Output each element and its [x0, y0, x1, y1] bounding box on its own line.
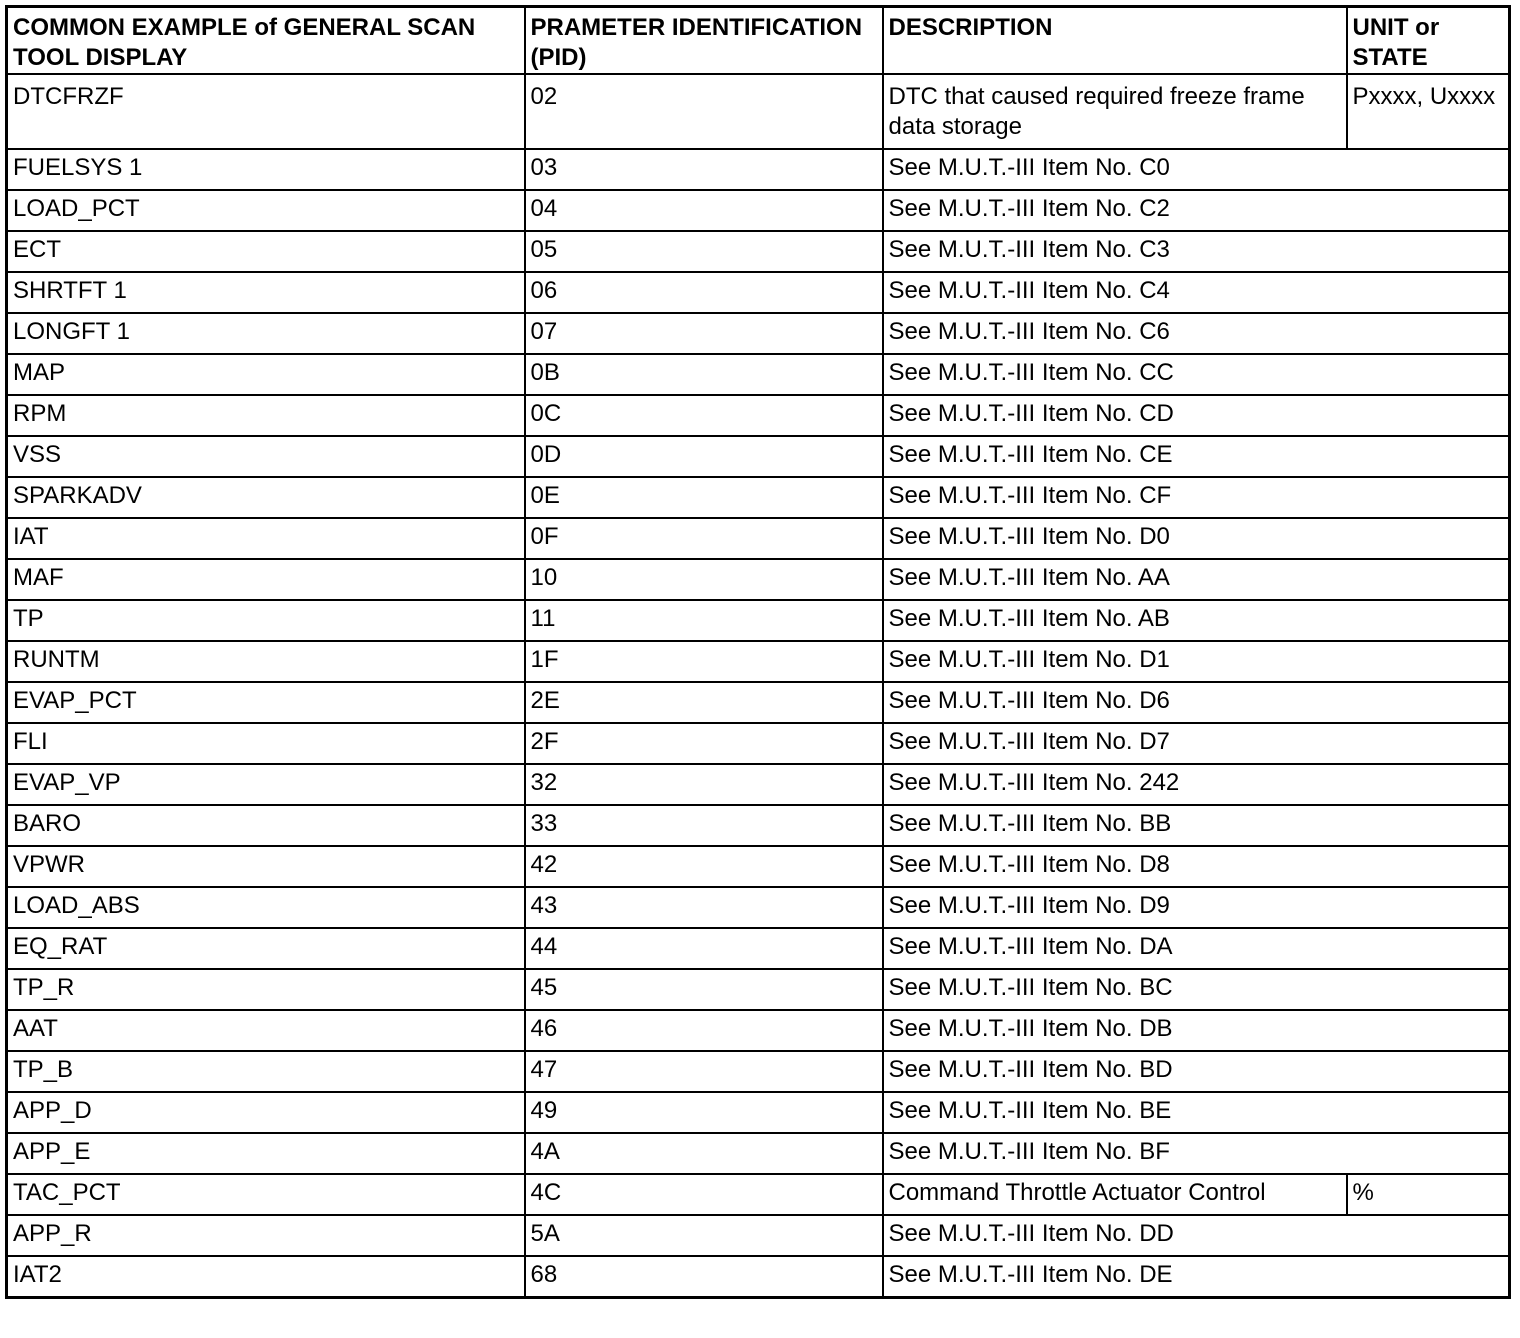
- cell-description: See M.U.T.-III Item No. D8: [883, 846, 1510, 887]
- table-row: [7, 1092, 1510, 1133]
- table-row: [7, 518, 1510, 559]
- cell-display: LOAD_ABS: [7, 887, 525, 928]
- cell-description: See M.U.T.-III Item No. D1: [883, 641, 1510, 682]
- cell-display: LOAD_PCT: [7, 190, 525, 231]
- cell-pid: 03: [525, 149, 883, 190]
- cell-display: DTCFRZF: [7, 74, 525, 149]
- table-row: [7, 190, 1510, 231]
- cell-description: See M.U.T.-III Item No. C2: [883, 190, 1510, 231]
- cell-description: See M.U.T.-III Item No. D7: [883, 723, 1510, 764]
- table-row: [7, 395, 1510, 436]
- cell-pid: 07: [525, 313, 883, 354]
- cell-display: EVAP_VP: [7, 764, 525, 805]
- cell-pid: 0D: [525, 436, 883, 477]
- table-row: [7, 149, 1510, 190]
- cell-pid: 47: [525, 1051, 883, 1092]
- cell-display: BARO: [7, 805, 525, 846]
- cell-display: RPM: [7, 395, 525, 436]
- cell-description: See M.U.T.-III Item No. D6: [883, 682, 1510, 723]
- table-row: [7, 600, 1510, 641]
- cell-pid: 0B: [525, 354, 883, 395]
- header-description: DESCRIPTION: [883, 7, 1347, 75]
- table-row: [7, 477, 1510, 518]
- table-row: [7, 805, 1510, 846]
- cell-description: DTC that caused required freeze frame data storage: [883, 74, 1347, 149]
- cell-pid: 46: [525, 1010, 883, 1051]
- cell-description: See M.U.T.-III Item No. BF: [883, 1133, 1510, 1174]
- cell-display: IAT: [7, 518, 525, 559]
- cell-pid: 05: [525, 231, 883, 272]
- cell-display: ECT: [7, 231, 525, 272]
- table-body: [7, 74, 1510, 1298]
- table-row: [7, 313, 1510, 354]
- table-row: [7, 1174, 1510, 1215]
- cell-description: See M.U.T.-III Item No. C4: [883, 272, 1510, 313]
- cell-pid: 1F: [525, 641, 883, 682]
- table-row: [7, 928, 1510, 969]
- cell-description: See M.U.T.-III Item No. 242: [883, 764, 1510, 805]
- cell-pid: 5A: [525, 1215, 883, 1256]
- cell-display: TP_B: [7, 1051, 525, 1092]
- table-row: [7, 231, 1510, 272]
- cell-display: APP_R: [7, 1215, 525, 1256]
- header-display: COMMON EXAMPLE of GENERAL SCAN TOOL DISPLAY: [7, 7, 525, 75]
- cell-display: VPWR: [7, 846, 525, 887]
- table-row: [7, 1256, 1510, 1298]
- cell-display: LONGFT 1: [7, 313, 525, 354]
- cell-display: FUELSYS 1: [7, 149, 525, 190]
- cell-display: SHRTFT 1: [7, 272, 525, 313]
- cell-pid: 4A: [525, 1133, 883, 1174]
- cell-display: EQ_RAT: [7, 928, 525, 969]
- cell-description: See M.U.T.-III Item No. DB: [883, 1010, 1510, 1051]
- cell-description: See M.U.T.-III Item No. BD: [883, 1051, 1510, 1092]
- table-row: [7, 1010, 1510, 1051]
- cell-display: SPARKADV: [7, 477, 525, 518]
- cell-display: VSS: [7, 436, 525, 477]
- cell-display: IAT2: [7, 1256, 525, 1298]
- cell-pid: 49: [525, 1092, 883, 1133]
- cell-description: See M.U.T.-III Item No. CD: [883, 395, 1510, 436]
- cell-description: See M.U.T.-III Item No. DD: [883, 1215, 1510, 1256]
- table-row: [7, 1215, 1510, 1256]
- cell-description: See M.U.T.-III Item No. D9: [883, 887, 1510, 928]
- cell-description: See M.U.T.-III Item No. D0: [883, 518, 1510, 559]
- cell-pid: 0E: [525, 477, 883, 518]
- cell-description: Command Throttle Actuator Control: [883, 1174, 1347, 1215]
- cell-pid: 06: [525, 272, 883, 313]
- table-row: [7, 272, 1510, 313]
- cell-pid: 0C: [525, 395, 883, 436]
- cell-display: AAT: [7, 1010, 525, 1051]
- header-unit: UNIT or STATE: [1347, 7, 1510, 75]
- cell-pid: 42: [525, 846, 883, 887]
- cell-display: APP_D: [7, 1092, 525, 1133]
- cell-description: See M.U.T.-III Item No. BE: [883, 1092, 1510, 1133]
- table-row: [7, 764, 1510, 805]
- table-row: [7, 682, 1510, 723]
- cell-pid: 11: [525, 600, 883, 641]
- cell-description: See M.U.T.-III Item No. BC: [883, 969, 1510, 1010]
- cell-display: MAF: [7, 559, 525, 600]
- cell-description: See M.U.T.-III Item No. DE: [883, 1256, 1510, 1298]
- table-row: [7, 436, 1510, 477]
- cell-display: FLI: [7, 723, 525, 764]
- table-row: [7, 74, 1510, 149]
- cell-description: See M.U.T.-III Item No. C0: [883, 149, 1510, 190]
- cell-display: APP_E: [7, 1133, 525, 1174]
- header-pid: PRAMETER IDENTIFICATION (PID): [525, 7, 883, 75]
- pid-table: [5, 5, 1511, 1299]
- cell-description: See M.U.T.-III Item No. CF: [883, 477, 1510, 518]
- cell-display: MAP: [7, 354, 525, 395]
- cell-display: TAC_PCT: [7, 1174, 525, 1215]
- cell-pid: 68: [525, 1256, 883, 1298]
- cell-pid: 4C: [525, 1174, 883, 1215]
- cell-pid: 0F: [525, 518, 883, 559]
- cell-pid: 10: [525, 559, 883, 600]
- cell-description: See M.U.T.-III Item No. BB: [883, 805, 1510, 846]
- cell-description: See M.U.T.-III Item No. CC: [883, 354, 1510, 395]
- cell-pid: 2E: [525, 682, 883, 723]
- cell-unit: Pxxxx, Uxxxx: [1347, 74, 1510, 149]
- cell-description: See M.U.T.-III Item No. AA: [883, 559, 1510, 600]
- table-row: [7, 559, 1510, 600]
- table-row: [7, 1133, 1510, 1174]
- cell-pid: 04: [525, 190, 883, 231]
- cell-pid: 44: [525, 928, 883, 969]
- cell-pid: 43: [525, 887, 883, 928]
- table-row: [7, 641, 1510, 682]
- cell-display: TP_R: [7, 969, 525, 1010]
- table-row: [7, 354, 1510, 395]
- table-row: [7, 723, 1510, 764]
- cell-description: See M.U.T.-III Item No. C3: [883, 231, 1510, 272]
- cell-pid: 2F: [525, 723, 883, 764]
- cell-display: EVAP_PCT: [7, 682, 525, 723]
- table-row: [7, 969, 1510, 1010]
- cell-display: RUNTM: [7, 641, 525, 682]
- cell-pid: 32: [525, 764, 883, 805]
- cell-description: See M.U.T.-III Item No. CE: [883, 436, 1510, 477]
- cell-pid: 02: [525, 74, 883, 149]
- table-row: [7, 887, 1510, 928]
- cell-pid: 45: [525, 969, 883, 1010]
- cell-display: TP: [7, 600, 525, 641]
- cell-unit: %: [1347, 1174, 1510, 1215]
- cell-description: See M.U.T.-III Item No. C6: [883, 313, 1510, 354]
- table-row: [7, 846, 1510, 887]
- table-row: [7, 1051, 1510, 1092]
- cell-pid: 33: [525, 805, 883, 846]
- cell-description: See M.U.T.-III Item No. DA: [883, 928, 1510, 969]
- header-row: [7, 7, 1510, 75]
- cell-description: See M.U.T.-III Item No. AB: [883, 600, 1510, 641]
